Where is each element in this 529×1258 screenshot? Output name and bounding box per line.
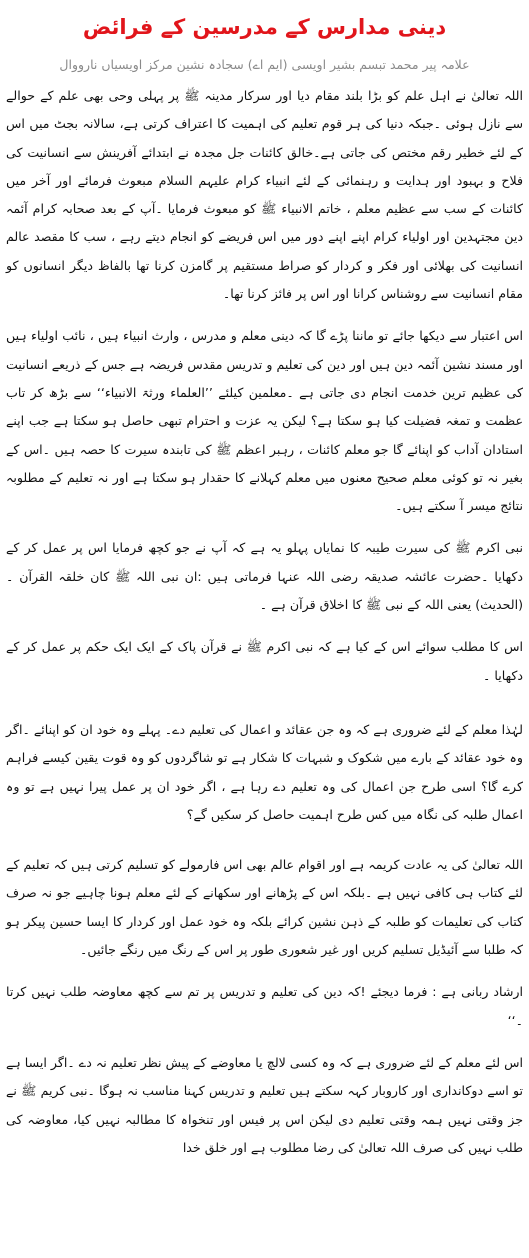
author-byline: علامہ پیر محمد تبسم بشیر اویسی (ایم اے) سجادہ نشین مرکز اویسیاں نارووال (59, 57, 470, 72)
paragraph-8: اس لئے معلم کے لئے ضروری ہے کہ وہ کسی لالچ یا معاوضے کے پیش نظر تعلیم نہ دے ۔اگر ایسا ہے تو اسے دوکانداری اور کاروبار کہہ سکتے ہیں تعلیم و تدریس کہنا مناسب نہ ہوگا ۔نبی کریم ﷺ نے جز وقتی نہیں ہمہ وقتی تعلیم دی لیکن اس پر فیس اور تنخواہ کا مطالبہ نہیں کیا، معاوضہ کی طلب نہیں کی صرف اللہ تعالیٰ کی رضا مطلوب ہے اور خلق خدا (6, 1054, 523, 1155)
paragraph-2: اس اعتبار سے دیکھا جائے تو ماننا پڑے گا کہ دینی معلم و مدرس ، وارث انبیاء ہیں ، نائب اولیاء ہیں اور مسند نشین آئمہ دین ہیں اور دین کی تعلیم و تدریس مقدس فریضہ ہے جس کے ذریعے انسانیت کی عظیم ترین خدمت انجام دی جاتی ہے ۔معلمین کیلئے ’’العلماء ورثۃ الانبیاء‘‘ سے بڑھ کر تاب عظمت و تمغہ فضیلت کیا ہو سکتا ہے؟ لیکن یہ عزت و احترام تبھی حاصل ہو سکتا ہے جب اپنے استادان آداب کو اپنائے گا جو معلم کائنات ، رہبر اعظم ﷺ کی تابندہ سیرت کا حصہ ہیں ۔اس کے بغیر نہ تو کوئی معلم صحیح معنوں میں معلم کہلانے کا حقدار ہو سکتا ہے اور نہ تعلیم کے مطلوبہ نتائج میسر آ سکتے ہیں۔ (6, 328, 523, 514)
paragraph-1: اللہ تعالیٰ نے اہل علم کو بڑا بلند مقام دیا اور سرکار مدینہ ﷺ پر پہلی وحی بھی علم کے حوالے سے نازل ہوئی ۔جبکہ دنیا کی ہر قوم تعلیم کی اہمیت کا اعتراف کرتی ہے، سالانہ بجٹ میں اس کے لئے خطیر رقم مختص کی جاتی ہے۔خالق کائنات جل مجدہ نے ابتدائے آفرینش سے انسانیت کی فلاح و بہبود اور ہدایت و رہنمائی کے لئے انبیاء کرام علیہم السلام مبعوث فرمائے اور آخر میں کائنات کے سب سے عظیم معلم ، خاتم الانبیاء ﷺ کو مبعوث فرمایا ۔آپ کے بعد صحابہ کرام آئمہ دین مجتہدین اور اولیاء کرام اپنے اپنے دور میں اس فریضے کو انجام دیتے رہے ، سب کا مقصد عالم انسانیت کی بھلائی اور فکر و کردار کو صراط مستقیم پر گامزن کرنا تھا بالفاظ دیگر انسانوں کو مقام انسانیت سے روشناس کرانا اور اس پر فائز کرنا تھا۔ (6, 88, 523, 302)
paragraph-6: اللہ تعالیٰ کی یہ عادت کریمہ ہے اور اقوام عالم بھی اس فارمولے کو تسلیم کرتی ہیں کہ تعلیم کے لئے کتاب ہی کافی نہیں ہے ۔بلکہ اس کے پڑھانے اور سکھانے کے لئے معلم ہونا چاہیے جو نہ صرف کتاب کی تعلیمات کو طلبہ کے ذہن نشین کرائے بلکہ وہ خود عمل اور کردار کا ایسا حسین پیکر ہو کہ طلبا سے آئیڈیل تسلیم کریں اور غیر شعوری طور پر اس کے رنگ میں رنگے جائیں۔ (6, 857, 523, 958)
paragraph-3: نبی اکرم ﷺ کی سیرت طیبہ کا نمایاں پہلو یہ ہے کہ آپ نے جو کچھ فرمایا اس پر عمل کر کے دکھایا ۔حضرت عائشہ صدیقہ رضی اللہ عنہا فرماتی ہیں :ان نبی اللہ ﷺ کان خلقہ القرآن ۔(الحدیث) یعنی اللہ کے نبی ﷺ کا اخلاق قرآن ہے ۔ (6, 540, 523, 613)
article-title: دینی مدارس کے مدرسین کے فرائض (82, 15, 447, 39)
paragraph-4: اس کا مطلب سوائے اس کے کیا ہے کہ نبی اکرم ﷺ نے قرآن پاک کے ایک ایک حکم پر عمل کر کے دکھایا ۔ (6, 639, 523, 683)
paragraph-5: لہٰذا معلم کے لئے ضروری ہے کہ وہ جن عقائد و اعمال کی تعلیم دے۔ پہلے وہ خود ان کو اپنائے ۔اگر وہ خود عقائد کے بارے میں شکوک و شبہات کا شکار ہے تو شاگردوں کو وہ قوت یقین کیسے فراہم کرے گا؟ اسی طرح جن اعمال کی وہ تعلیم دے رہا ہے ، اگر خود ان پر عمل پیرا نہیں ہے تو وہ اعمال طلبہ کی نگاہ میں کس طرح اہمیت حاصل کر سکیں گے؟ (6, 721, 523, 822)
paragraph-7: ارشاد ربانی ہے : فرما دیجئے !کہ دین کی تعلیم و تدریس پر تم سے کچھ معاوضہ طلب نہیں کرتا ۔‘‘ (6, 984, 523, 1028)
